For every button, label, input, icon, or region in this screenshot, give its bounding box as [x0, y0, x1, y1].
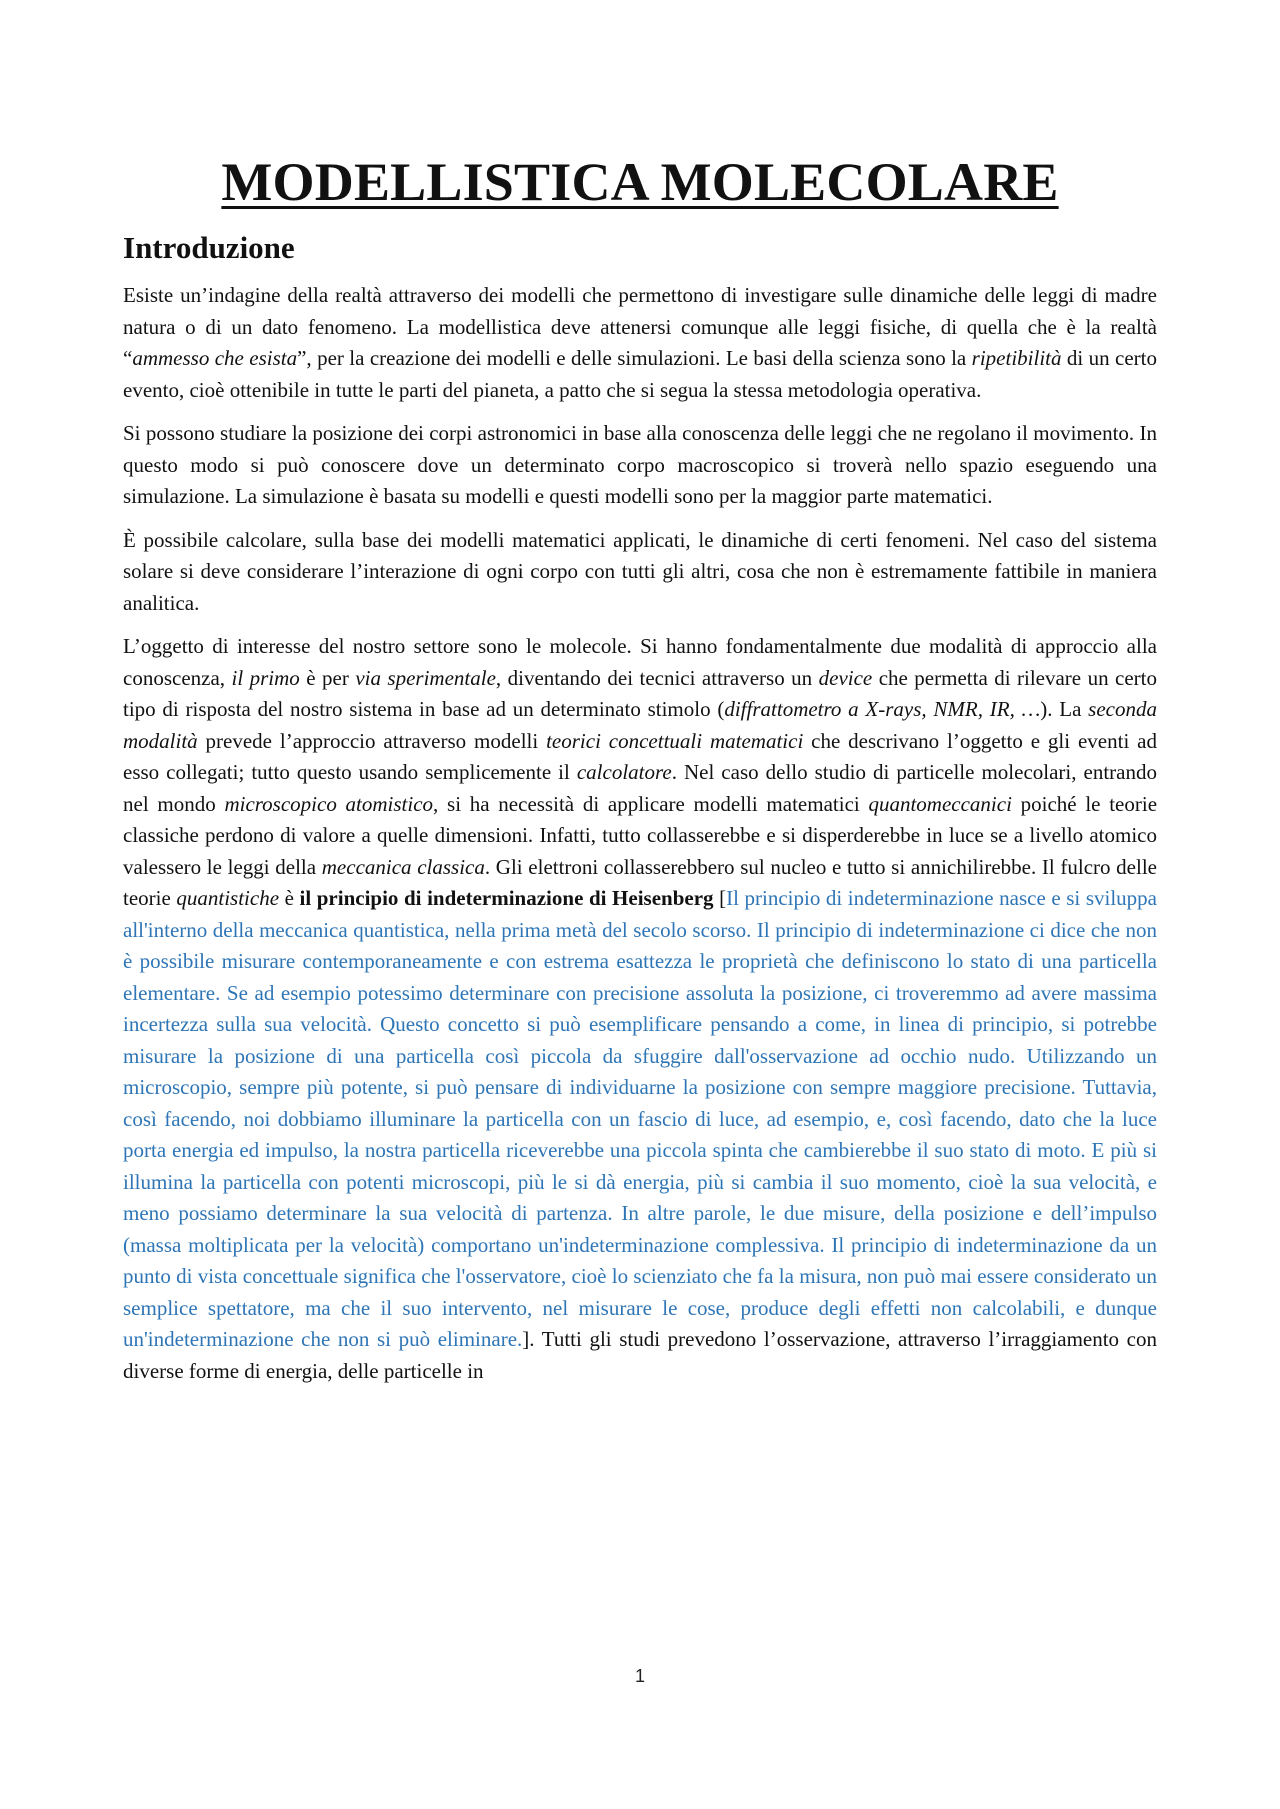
italic-text: quantomeccanici — [868, 791, 1012, 816]
text-run: Esiste un’indagine della realtà attraverso dei modelli che permettono di investigare sulle dinamiche delle leggi di madre natura o di un dato fenomeno. La modellistica deve attenersi comunque alle leggi fisiche, di quella che è la realtà “ — [123, 283, 1157, 370]
text-run: [ — [713, 886, 727, 910]
page-number: 1 — [634, 1666, 645, 1686]
text-run: , si ha necessità di applicare modelli matematici — [433, 791, 869, 816]
text-run: L’oggetto di interesse del nostro settore sono le molecole. Si hanno fondamentalmente due modalità di approccio alla conoscenza, — [123, 634, 1157, 690]
document-page — [123, 150, 1157, 1399]
bold-text: il principio di indeterminazione di Heisenberg — [299, 886, 714, 910]
text-run: ]. Tutti gli studi prevedono l’osservazione, attraverso l’irraggiamento con diverse forme di energia, delle particelle in — [123, 1327, 1157, 1383]
italic-text: quantistiche — [176, 886, 280, 910]
blue-quotation: Il principio di indeterminazione nasce e si sviluppa all'interno della meccanica quantistica, nella prima metà del secolo scorso. Il principio di indeterminazione ci dice che non è possibile misurare contemporaneamente e con estrema esattezza le proprietà che definiscono lo stato di una particella elementare. Se ad esempio potessimo determinare con precisione assoluta la posizione, ci troveremmo ad avere massima incertezza sulla sua velocità. Questo concetto si può esemplificare pensando a come, in linea di principio, si potrebbe misurare la posizione di una particella così piccola da sfuggire dall'osservazione ad occhio nudo. Utilizzando un microscopio, sempre più potente, si può pensare di individuarne la posizione con sempre maggiore precisione. Tuttavia, così facendo, noi dobbiamo illuminare la particella con un fascio di luce, ad esempio, e, così facendo, dato che la luce porta energia ed impulso, la nostra particella riceverebbe una piccola spinta che cambierebbe il suo stato di moto. E più si illumina la particella con potenti microscopi, più le si dà energia, più si cambia il suo momento, cioè la sua velocità, e meno possiamo determinare la sua velocità di partenza. In altre parole, le due misure, della posizione e dell’impulso (massa moltiplicata per la velocità) comportano un'indeterminazione complessiva. Il principio di indeterminazione da un punto di vista concettuale significa che l'osservatore, cioè lo scienziato che fa la misura, non può mai essere considerato un semplice spettatore, ma che il suo intervento, nel misurare le cose, produce degli effetti non calcolabili, e dunque un'indeterminazione che non si può eliminare. — [123, 886, 1157, 1351]
paragraph-2: Si possono studiare la posizione dei corpi astronomici in base alla conoscenza delle leggi che ne regolano il movimento. In questo modo si può conoscere dove un determinato corpo macroscopico si troverà nello spazio eseguendo una simulazione. La simulazione è basata su modelli e questi modelli sono per la maggior parte matematici. — [123, 421, 1157, 508]
italic-text: il primo — [231, 665, 300, 690]
text-run: che descrivano l’oggetto e gli eventi ad esso collegati; tutto questo usando semplicemente il — [123, 728, 1157, 784]
text-run: ”, per la creazione dei modelli e delle simulazioni. Le basi della scienza sono la — [297, 346, 972, 370]
text-run: di un certo evento, cioè ottenibile in tutte le parti del pianeta, a patto che si segua la stessa metodologia operativa. — [123, 346, 1157, 402]
italic-text: ripetibilità — [971, 346, 1062, 370]
italic-text: meccanica classica — [321, 854, 485, 879]
text-run: . Gli elettroni collasserebbero sul nucleo e tutto si annichilirebbe. Il fulcro delle teorie — [123, 854, 1157, 910]
text-run: ). La — [1040, 697, 1089, 721]
paragraph-1 — [123, 280, 1157, 406]
italic-text: diffrattometro a X-rays, NMR, IR, … — [724, 697, 1041, 721]
italic-text: teorici concettuali matematici — [546, 728, 804, 753]
italic-text: ammesso che esista — [132, 346, 298, 370]
italic-text: calcolatore — [576, 760, 672, 784]
text-run: è per — [299, 665, 356, 690]
text-run: è — [279, 886, 300, 910]
text-run: . Nel caso dello studio di particelle molecolari, entrando nel mondo — [123, 760, 1157, 816]
paragraph-4 — [123, 631, 1157, 1387]
italic-text: device — [818, 665, 873, 690]
paragraph-3: È possibile calcolare, sulla base dei modelli matematici applicati, le dinamiche di certi fenomeni. Nel caso del sistema solare si deve considerare l’interazione di ogni corpo con tutti gli altri, cosa che non è estremamente fattibile in maniera analitica. — [123, 527, 1157, 615]
italic-text: via sperimentale — [355, 665, 496, 690]
text-run: prevede l’approccio attraverso modelli — [197, 728, 547, 753]
text-run: poiché le teorie classiche perdono di valore a quelle dimensioni. Infatti, tutto collasserebbe e si disperderebbe in luce se a livello atomico valessero le leggi della — [123, 791, 1158, 879]
text-run: che permetta di rilevare un certo tipo di risposta del nostro sistema in base ad un determinato stimolo ( — [123, 665, 1158, 721]
text-run: , diventando dei tecnici attraverso un — [495, 665, 819, 690]
italic-text: microscopico atomistico — [224, 791, 434, 816]
section-heading-introduzione: Introduzione — [123, 230, 295, 265]
italic-text: seconda modalità — [123, 697, 1157, 753]
document-title: MODELLISTICA MOLECOLARE — [221, 152, 1059, 212]
